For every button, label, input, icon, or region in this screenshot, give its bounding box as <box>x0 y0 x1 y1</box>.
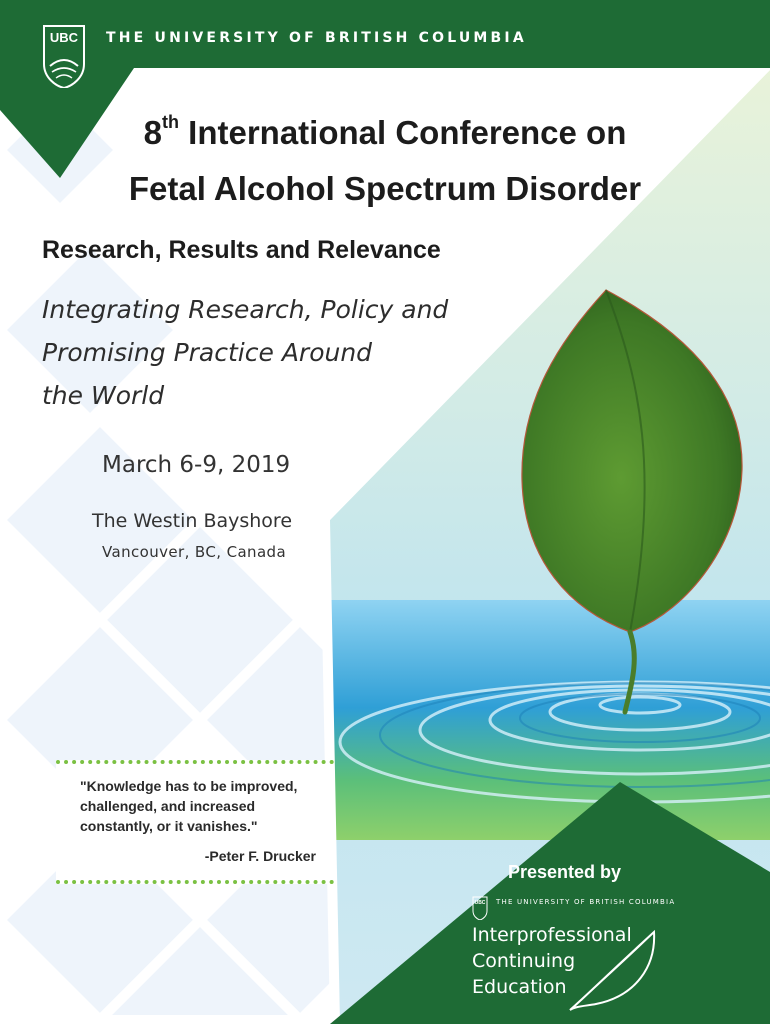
conference-title-line1 <box>60 114 710 152</box>
conference-title-line2: Fetal Alcohol Spectrum Disorder <box>128 170 642 207</box>
ipce-line1: Interprofessional <box>472 924 632 946</box>
ubc-crest-icon <box>42 24 86 88</box>
quote-author: -Peter F. Drucker <box>204 848 316 864</box>
tagline-line1: Integrating Research, Policy and <box>42 295 449 324</box>
quote-line2: challenged, and increased <box>80 798 256 814</box>
presenter-university-name: THE UNIVERSITY OF BRITISH COLUMBIA <box>496 898 676 906</box>
ubc-logo-text: UBC <box>49 30 79 45</box>
ipce-line2: Continuing <box>472 950 576 972</box>
quote-box <box>56 760 334 884</box>
conference-tagline <box>42 288 482 417</box>
quote-line1: "Knowledge has to be improved, <box>80 778 298 794</box>
university-name: THE UNIVERSITY OF BRITISH COLUMBIA <box>106 30 527 46</box>
title-rest: International Conference on <box>178 114 627 151</box>
ubc-mini-logo-text: UBC <box>474 900 486 906</box>
event-city: Vancouver, BC, Canada <box>102 543 287 561</box>
ipce-line3: Education <box>472 976 567 998</box>
event-date: March 6-9, 2019 <box>102 452 291 478</box>
title-superscript: th <box>161 112 179 132</box>
quote-text <box>80 776 330 836</box>
event-venue: The Westin Bayshore <box>92 510 293 532</box>
conference-subtitle: Research, Results and Relevance <box>42 236 441 264</box>
quote-line3: constantly, or it vanishes." <box>80 818 258 834</box>
ubc-mini-crest-icon <box>472 896 488 920</box>
tagline-line3: the World <box>42 381 165 410</box>
tagline-line2: Promising Practice Around <box>42 338 373 367</box>
title-number: 8 <box>143 114 162 151</box>
presented-by-label: Presented by <box>508 862 622 882</box>
ipce-leaf-icon <box>566 926 662 1014</box>
